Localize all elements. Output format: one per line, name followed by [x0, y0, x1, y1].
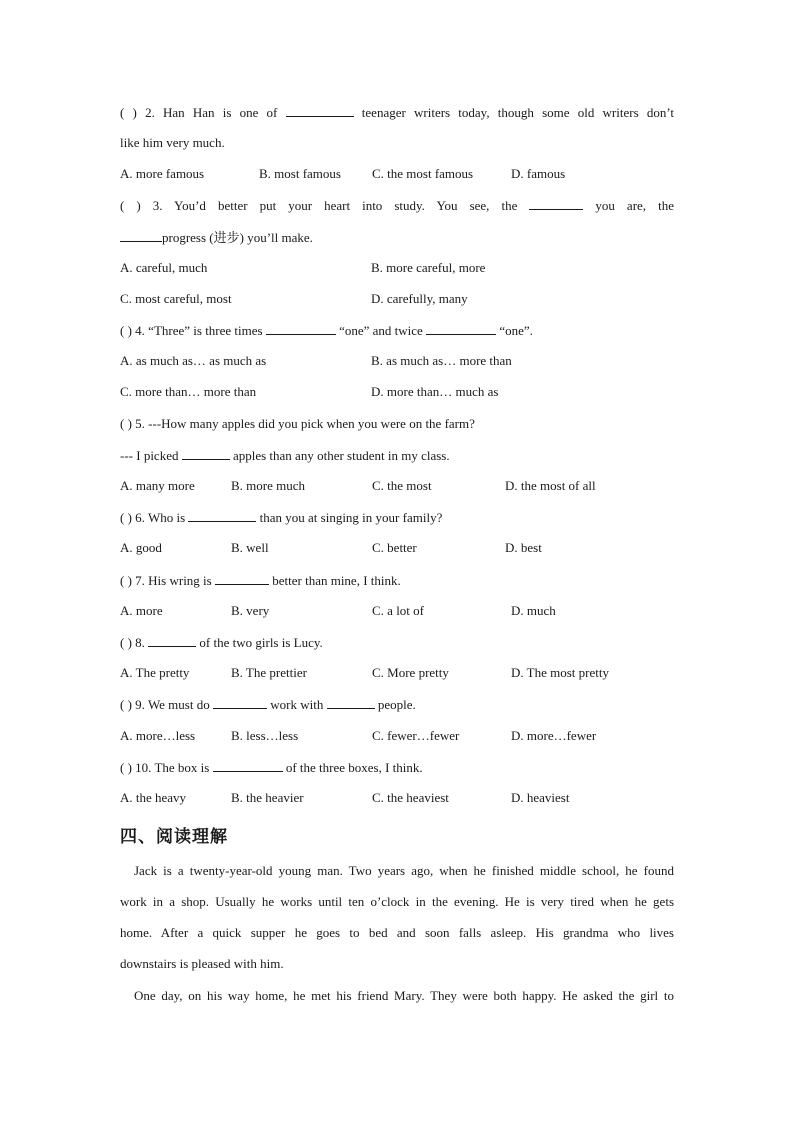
section-heading-reading: 四、阅读理解: [120, 827, 228, 847]
option-c[interactable]: C. the most famous: [372, 166, 474, 181]
question-2-stem: ( ) 2. Han Han is one of teenager writers today, though some old writers don’t: [120, 105, 675, 120]
answer-paren[interactable]: ( ): [120, 760, 132, 775]
answer-paren[interactable]: ( ): [120, 573, 132, 588]
question-2-stem-cont: like him very much.: [120, 135, 225, 150]
option-a[interactable]: A. The pretty: [120, 665, 190, 680]
option-c[interactable]: C. the heaviest: [372, 790, 449, 805]
option-d[interactable]: D. the most of all: [505, 478, 596, 493]
option-a[interactable]: A. many more: [120, 478, 195, 493]
answer-blank[interactable]: [213, 696, 267, 709]
option-d[interactable]: D. best: [505, 540, 542, 555]
answer-blank[interactable]: [215, 572, 269, 585]
answer-blank[interactable]: [182, 447, 230, 460]
answer-blank[interactable]: [266, 322, 336, 335]
question-9-stem: ( ) 9. We must do work with people.: [120, 697, 416, 712]
question-4-stem: ( ) 4. “Three” is three times “one” and twice “one”.: [120, 323, 533, 338]
question-8-stem: ( ) 8. of the two girls is Lucy.: [120, 635, 323, 650]
option-c[interactable]: C. More pretty: [372, 665, 449, 680]
question-number: 10.: [135, 760, 152, 775]
question-6-stem: ( ) 6. Who is than you at singing in your family?: [120, 510, 443, 525]
passage-line: One day, on his way home, he met his friend Mary. They were both happy. He asked the girl to: [134, 988, 674, 1003]
question-5-stem: ( ) 5. ---How many apples did you pick when you were on the farm?: [120, 416, 475, 431]
answer-blank[interactable]: [529, 197, 583, 210]
question-3-stem-cont: progress (进步) you’ll make.: [120, 229, 674, 246]
question-number: 6.: [135, 510, 145, 525]
answer-paren[interactable]: ( ): [120, 323, 132, 338]
option-a[interactable]: A. as much as… as much as: [120, 353, 267, 368]
option-a[interactable]: A. more…less: [120, 728, 196, 743]
question-10-stem: ( ) 10. The box is of the three boxes, I think.: [120, 760, 423, 775]
answer-paren[interactable]: ( ): [120, 510, 132, 525]
question-3-stem: ( ) 3. You’d better put your heart into study. You see, the you are, the: [120, 198, 674, 213]
option-b[interactable]: B. more much: [231, 478, 306, 493]
answer-blank[interactable]: [213, 759, 283, 772]
answer-paren[interactable]: ( ): [120, 635, 132, 650]
question-number: 4.: [135, 323, 145, 338]
option-c[interactable]: C. the most: [372, 478, 432, 493]
option-c[interactable]: C. most careful, most: [120, 291, 232, 306]
option-d[interactable]: D. carefully, many: [371, 291, 468, 306]
option-b[interactable]: B. less…less: [231, 728, 299, 743]
option-c[interactable]: C. fewer…fewer: [372, 728, 460, 743]
question-number: 3.: [152, 198, 163, 213]
option-b[interactable]: B. well: [231, 540, 269, 555]
question-number: 7.: [135, 573, 145, 588]
question-7-stem: ( ) 7. His wring is better than mine, I think.: [120, 573, 401, 588]
passage-line: Jack is a twenty-year-old young man. Two years ago, when he finished middle school, he found: [134, 863, 674, 878]
answer-paren[interactable]: ( ): [120, 416, 132, 431]
option-b[interactable]: B. very: [231, 603, 270, 618]
answer-blank[interactable]: [286, 104, 354, 117]
option-b[interactable]: B. more careful, more: [371, 260, 486, 275]
passage-line: home. After a quick supper he goes to bed and soon falls asleep. His grandma who lives: [120, 925, 674, 940]
option-b[interactable]: B. The prettier: [231, 665, 307, 680]
option-c[interactable]: C. more than… more than: [120, 384, 257, 399]
option-c[interactable]: C. better: [372, 540, 417, 555]
answer-blank[interactable]: [188, 509, 256, 522]
option-a[interactable]: A. careful, much: [120, 260, 208, 275]
option-a[interactable]: A. more famous: [120, 166, 205, 181]
option-a[interactable]: A. the heavy: [120, 790, 187, 805]
answer-blank[interactable]: [120, 229, 162, 242]
option-b[interactable]: B. the heavier: [231, 790, 304, 805]
option-a[interactable]: A. more: [120, 603, 163, 618]
option-d[interactable]: D. more…fewer: [511, 728, 597, 743]
option-d[interactable]: D. famous: [511, 166, 566, 181]
answer-paren[interactable]: ( ): [120, 697, 132, 712]
option-b[interactable]: B. most famous: [259, 166, 341, 181]
question-number: 9.: [135, 697, 145, 712]
option-d[interactable]: D. The most pretty: [511, 665, 609, 680]
option-c[interactable]: C. a lot of: [372, 603, 424, 618]
question-number: 8.: [135, 635, 145, 650]
passage-line: downstairs is pleased with him.: [120, 956, 284, 971]
answer-blank[interactable]: [426, 322, 496, 335]
answer-paren[interactable]: ( ): [120, 198, 141, 213]
answer-paren[interactable]: ( ): [120, 105, 137, 120]
question-number: 2.: [145, 105, 155, 120]
passage-line: work in a shop. Usually he works until ten o’clock in the evening. He is very tired when he gets: [120, 894, 674, 909]
answer-blank[interactable]: [148, 634, 196, 647]
option-d[interactable]: D. much: [511, 603, 556, 618]
option-d[interactable]: D. heaviest: [511, 790, 570, 805]
question-number: 5.: [135, 416, 145, 431]
option-d[interactable]: D. more than… much as: [371, 384, 499, 399]
answer-blank[interactable]: [327, 696, 375, 709]
option-a[interactable]: A. good: [120, 540, 162, 555]
question-5-stem-cont: --- I picked apples than any other student in my class.: [120, 448, 450, 463]
option-b[interactable]: B. as much as… more than: [371, 353, 512, 368]
